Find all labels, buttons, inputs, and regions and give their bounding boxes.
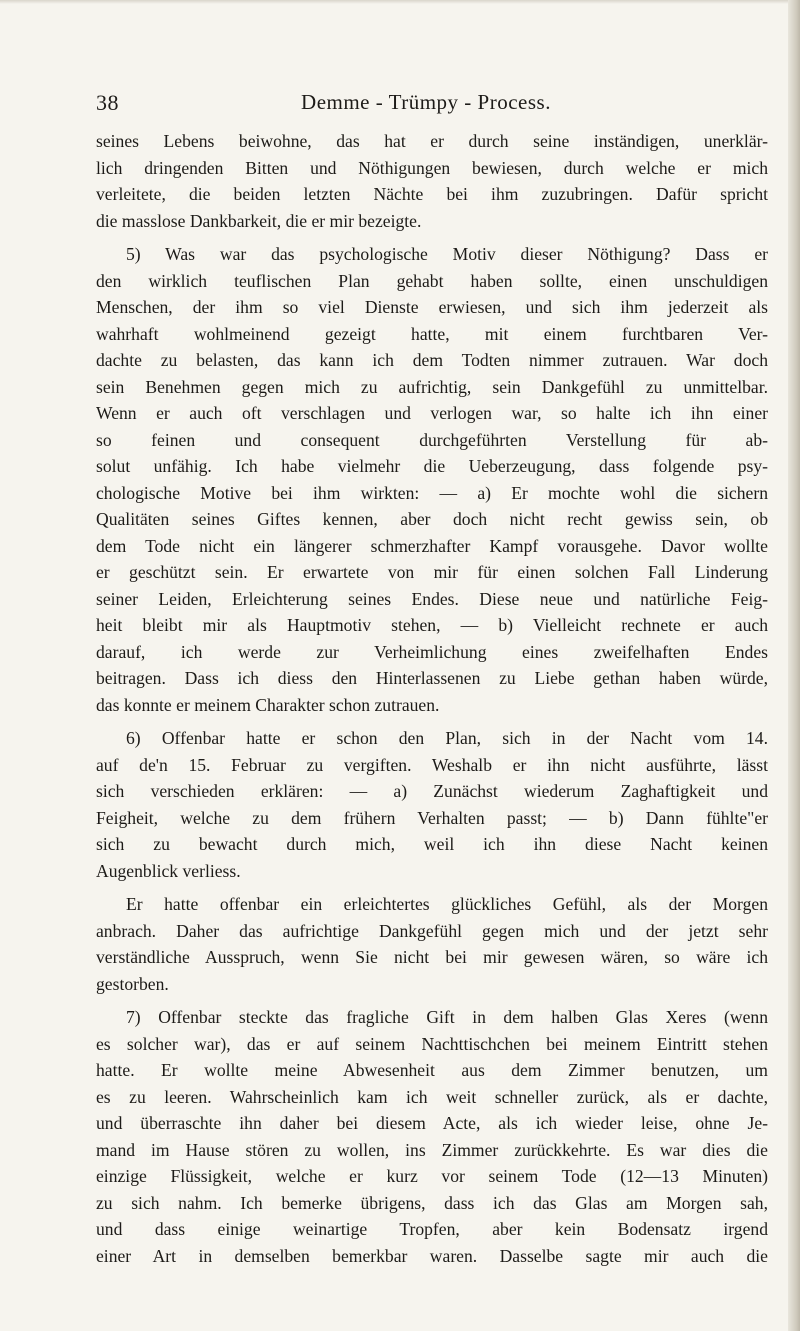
text-line: 6) Offenbar hatte er schon den Plan, sich in der Nacht vom 14. <box>126 728 768 748</box>
text-line: Qualitäten seines Giftes kennen, aber doch nicht recht gewiss sein, ob <box>96 509 768 529</box>
text-line: einer Art in demselben bemerkbar waren. Dasselbe sagte mir auch die <box>96 1245 768 1266</box>
text-line: darauf, ich werde zur Verheimlichung eines zweifelhaften Endes <box>96 641 768 662</box>
text-line: beitragen. Dass ich diess den Hinterlassenen zu Liebe gethan haben würde, <box>96 668 768 688</box>
text-line: den wirklich teuflischen Plan gehabt haben sollte, einen unschuldigen <box>96 270 768 291</box>
text-line: seiner Leiden, Erleichterung seines Endes. Diese neue und natürliche Feig- <box>96 588 768 609</box>
paragraph <box>96 1004 768 1269</box>
page-number: 38 <box>96 90 119 115</box>
text-line: das konnte er meinem Charakter schon zutrauen. <box>96 694 440 715</box>
text-line: sein Benehmen gegen mich zu aufrichtig, sein Dankgefühl zu unmittelbar. <box>96 376 768 397</box>
text-line: wahrhaft wohlmeinend gezeigt hatte, mit einem furchtbaren Ver- <box>96 323 768 344</box>
page-right-edge <box>788 0 800 1331</box>
text-line: sich zu bewacht durch mich, weil ich ihn diese Nacht keinen <box>96 834 768 854</box>
text-line: zu sich nahm. Ich bemerke übrigens, dass ich das Glas am Morgen sah, <box>96 1192 768 1213</box>
text-line: 5) Was war das psychologische Motiv dieser Nöthigung? Dass er <box>126 244 768 264</box>
paragraph-gap <box>96 997 768 1004</box>
text-line: gestorben. <box>96 973 169 994</box>
text-line: es zu leeren. Wahrscheinlich kam ich weit schneller zurück, als er dachte, <box>96 1086 768 1107</box>
paragraph <box>96 241 768 718</box>
body-text <box>96 128 768 1269</box>
text-line: die masslose Dankbarkeit, die er mir bezeigte. <box>96 210 422 231</box>
text-line: mand im Hause stören zu wollen, ins Zimmer zurückkehrte. Es war dies die <box>96 1139 768 1160</box>
text-line: chologische Motive bei ihm wirkten: — a) Er mochte wohl die sichern <box>96 482 768 503</box>
paragraph <box>96 891 768 997</box>
paragraph <box>96 128 768 234</box>
paragraph-gap <box>96 884 768 891</box>
text-line: sich verschieden erklären: — a) Zunächst wiederum Zaghaftigkeit und <box>96 781 768 801</box>
text-line: so feinen und consequent durchgeführten Verstellung für ab- <box>96 429 768 450</box>
text-line: verständliche Ausspruch, wenn Sie nicht bei mir gewesen wären, so wäre ich <box>96 947 768 967</box>
running-head: Demme - Trümpy - Process. <box>301 90 551 114</box>
page-top-edge <box>0 0 800 4</box>
text-line: auf de'n 15. Februar zu vergiften. Weshalb er ihn nicht ausführte, lässt <box>96 754 768 775</box>
text-line: solut unfähig. Ich habe vielmehr die Ueberzeugung, dass folgende psy- <box>96 456 768 476</box>
paragraph <box>96 725 768 884</box>
text-line: lich dringenden Bitten und Nöthigungen bewiesen, durch welche er mich <box>96 157 768 178</box>
text-line: anbrach. Daher das aufrichtige Dankgefühl gegen mich und der jetzt sehr <box>96 920 768 941</box>
text-line: und dass einige weinartige Tropfen, aber kein Bodensatz irgend <box>96 1219 768 1239</box>
text-line: Er hatte offenbar ein erleichtertes glückliches Gefühl, als der Morgen <box>126 894 768 914</box>
paragraph-gap <box>96 718 768 725</box>
text-line: Wenn er auch oft verschlagen und verlogen war, so halte ich ihn einer <box>96 403 768 423</box>
paragraph-gap <box>96 234 768 241</box>
text-line: seines Lebens beiwohne, das hat er durch seine inständigen, unerklär- <box>96 131 768 151</box>
text-line: dem Tode nicht ein längerer schmerzhafter Kampf vorausgehe. Davor wollte <box>96 535 768 556</box>
text-line: Feigheit, welche zu dem frühern Verhalten passt; — b) Dann fühlte"er <box>96 807 768 828</box>
text-line: hatte. Er wollte meine Abwesenheit aus dem Zimmer benutzen, um <box>96 1060 768 1080</box>
page-header <box>96 82 756 122</box>
text-line: einzige Flüssigkeit, welche er kurz vor seinem Tode (12—13 Minuten) <box>96 1166 768 1186</box>
text-line: er geschützt sein. Er erwartete von mir für einen solchen Fall Linderung <box>96 562 768 582</box>
text-line: dachte zu belasten, das kann ich dem Todten nimmer zutrauen. War doch <box>96 350 768 370</box>
text-line: 7) Offenbar steckte das fragliche Gift in dem halben Glas Xeres (wenn <box>126 1007 768 1027</box>
text-line: Augenblick verliess. <box>96 860 241 881</box>
text-line: und überraschte ihn daher bei diesem Acte, als ich wieder leise, ohne Je- <box>96 1113 768 1133</box>
text-line: es solcher war), das er auf seinem Nachttischchen bei meinem Eintritt stehen <box>96 1033 768 1054</box>
text-line: verleitete, die beiden letzten Nächte bei ihm zuzubringen. Dafür spricht <box>96 184 768 204</box>
text-line: heit bleibt mir als Hauptmotiv stehen, — b) Vielleicht rechnete er auch <box>96 615 768 635</box>
text-line: Menschen, der ihm so viel Dienste erwiesen, und sich ihm jederzeit als <box>96 297 768 317</box>
